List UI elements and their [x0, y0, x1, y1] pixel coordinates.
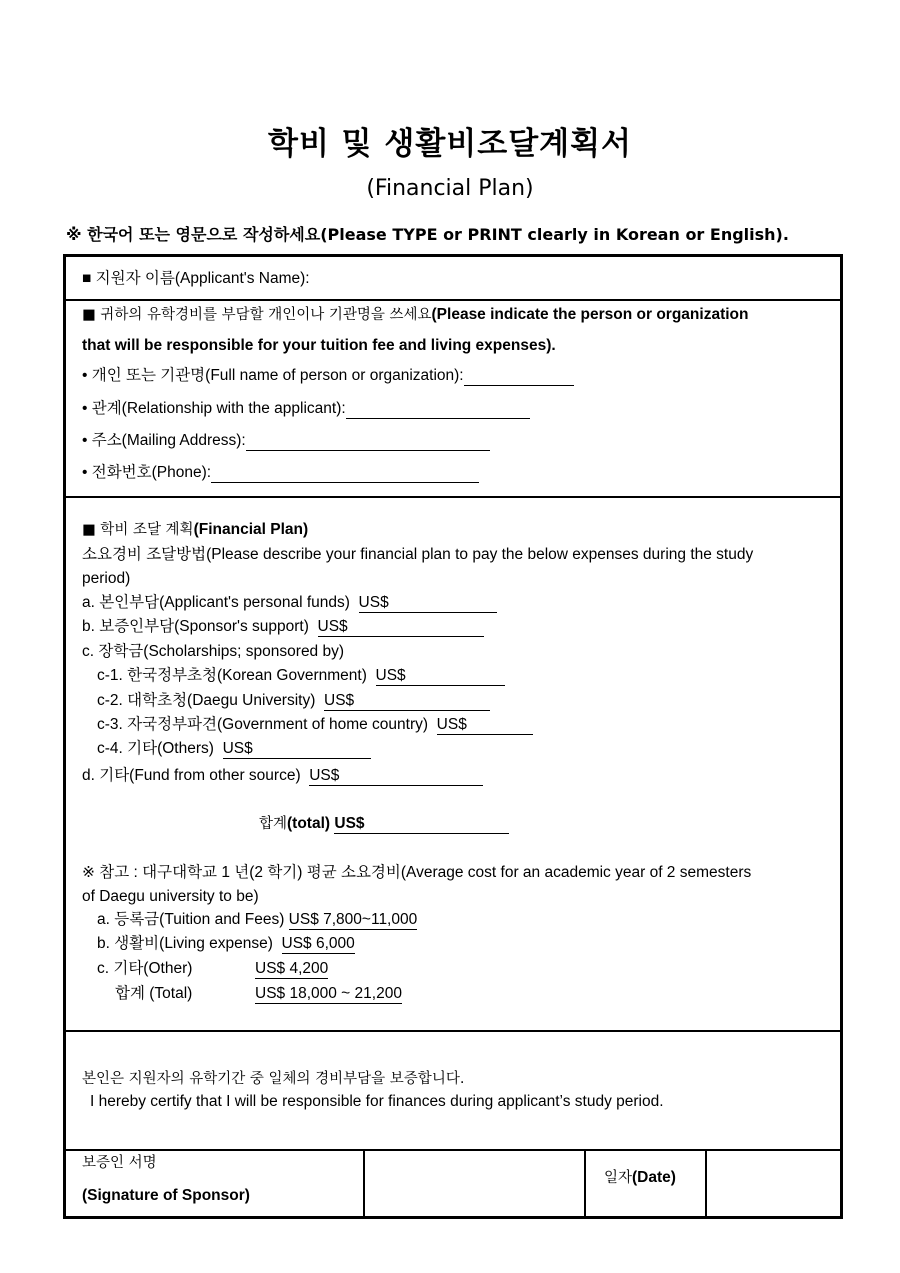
scholarship-korean-gov-row[interactable]: c-1. 한국정부초청(Korean Government) US$ [97, 666, 505, 686]
date-field[interactable] [707, 1151, 840, 1218]
divider [63, 299, 843, 301]
phone-field[interactable]: • 전화번호(Phone): [82, 463, 479, 483]
scholarship-daegu-amount[interactable]: US$ [324, 692, 490, 711]
scholarship-label: c. 장학금(Scholarships; sponsored by) [82, 643, 345, 660]
reference-living-value: US$ 6,000 [281, 935, 355, 952]
plan-heading: ■ 학비 조달 계획(Financial Plan) [82, 521, 309, 538]
reference-tuition-value: US$ 7,800~11,000 [288, 911, 418, 928]
signature-field[interactable] [365, 1151, 583, 1218]
funds-sponsor-amount[interactable]: US$ [318, 618, 484, 637]
reference-note: ※ 참고 : 대구대학교 1 년(2 학기) 평균 소요경비(Average cost for an academic year of 2 semesters [82, 864, 752, 881]
sponsor-intro: ■ 귀하의 유학경비를 부담할 개인이나 기관명을 쓰세요(Please indicate the person or organization [82, 306, 749, 323]
scholarship-korean-gov-amount[interactable]: US$ [376, 667, 505, 686]
plan-description-continued: period) [82, 570, 131, 587]
certification-ko: 본인은 지원자의 유학기간 중 일체의 경비부담을 보증합니다. [82, 1071, 465, 1087]
relationship-blank[interactable] [346, 402, 530, 419]
applicant-name-field[interactable] [82, 269, 310, 289]
address-field[interactable]: • 주소(Mailing Address): [82, 431, 490, 451]
funds-sponsor-row[interactable]: b. 보증인부담(Sponsor's support) US$ [82, 617, 484, 637]
reference-tuition-row: a. 등록금(Tuition and Fees) US$ 7,800~11,000 [97, 911, 418, 928]
address-blank[interactable] [246, 434, 490, 451]
reference-other-label: c. 기타(Other) [97, 960, 193, 977]
reference-note-continued: of Daegu university to be) [82, 888, 259, 905]
plan-description: 소요경비 조달방법(Please describe your financial plan to pay the below expenses during the study [82, 546, 754, 563]
funds-other-amount[interactable]: US$ [309, 767, 483, 786]
scholarship-home-gov-amount[interactable]: US$ [437, 716, 533, 735]
reference-living-row: b. 생활비(Living expense) US$ 6,000 [97, 935, 355, 952]
funds-personal-amount[interactable]: US$ [359, 594, 497, 613]
signature-label-ko: 보증인 서명 [82, 1155, 157, 1171]
applicant-name-label: ■ 지원자 이름(Applicant's Name): [82, 270, 310, 287]
sponsor-name-field[interactable]: • 개인 또는 기관명(Full name of person or organization): [82, 366, 574, 386]
document-title: 학비 및 생활비조달계획서 [268, 126, 632, 162]
reference-total-label: 합계 (Total) [115, 985, 193, 1002]
document-subtitle: (Financial Plan) [366, 176, 534, 201]
reference-other-value: US$ 4,200 [255, 960, 329, 977]
funds-other-row[interactable]: d. 기타(Fund from other source) US$ [82, 766, 483, 786]
relationship-field[interactable]: • 관계(Relationship with the applicant): [82, 399, 530, 419]
scholarship-daegu-row[interactable]: c-2. 대학초청(Daegu University) US$ [97, 691, 490, 711]
divider [63, 496, 843, 498]
scholarship-home-gov-row[interactable]: c-3. 자국정부파견(Government of home country) US$ [97, 715, 533, 735]
date-label: 일자(Date) [604, 1169, 676, 1186]
divider [584, 1149, 586, 1219]
reference-total-value: US$ 18,000 ~ 21,200 [255, 985, 402, 1002]
instruction-note: ※ 한국어 또는 영문으로 작성하세요(Please TYPE or PRINT clearly in Korean or English). [66, 225, 789, 244]
sponsor-name-blank[interactable] [464, 369, 574, 386]
plan-total-row[interactable]: 합계(total) US$ [259, 814, 509, 834]
scholarship-others-amount[interactable]: US$ [223, 740, 371, 759]
divider [63, 1030, 843, 1032]
phone-blank[interactable] [211, 466, 479, 483]
plan-total-amount[interactable]: US$ [334, 815, 509, 834]
scholarship-others-row[interactable]: c-4. 기타(Others) US$ [97, 739, 371, 759]
signature-label-en: (Signature of Sponsor) [82, 1187, 250, 1204]
certification-en: I hereby certify that I will be responsible for finances during applicant’s study period. [90, 1093, 664, 1110]
sponsor-intro-continued: that will be responsible for your tuition fee and living expenses). [82, 337, 556, 354]
funds-personal-row[interactable]: a. 본인부담(Applicant's personal funds) US$ [82, 593, 497, 613]
